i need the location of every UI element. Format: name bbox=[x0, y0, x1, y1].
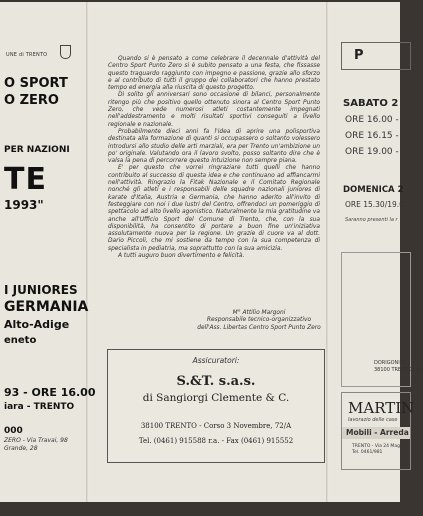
juniores-line: I JUNIORES bbox=[4, 283, 78, 297]
signature-name: M° Attilio Margoni bbox=[232, 310, 286, 316]
sponsor-name: S.&T. s.a.s. bbox=[176, 374, 256, 389]
advert-2-bar-text: Mobili - Arreda bbox=[346, 428, 409, 437]
advert-2-bar bbox=[342, 427, 410, 439]
address-line-2: Grande, 28 bbox=[4, 445, 38, 452]
sponsor-label: Assicuratori: bbox=[192, 356, 240, 365]
program-title: P bbox=[354, 48, 364, 63]
program-header-box bbox=[341, 42, 411, 70]
letter-paragraph: Probabilmente dieci anni fa l'idea di aprire una polisportiva destinata alla formazione di quanti si occupassero o soltanto volessero introdursi allo studio delle arti marziali, era per Trento un'ambizione un po' originale. Valutando ora il lavoro svolto, posso soltanto dire che è valsa la pena di percorrere questo intuizione non sempre piana. bbox=[108, 128, 320, 165]
letter-paragraph: A tutti auguro buon divertimento e felicità. bbox=[118, 253, 245, 260]
veneto-line: eneto bbox=[4, 335, 37, 346]
schedule-note: Saranno presenti la r bbox=[345, 217, 398, 223]
event-big-word: TE bbox=[4, 162, 47, 197]
letter-paragraph: Quando si è pensato a come celebrare il decennale d'attività del Centro Sport Punto Zero si è subito pensato a una festa, che fissasse questo traguardo raggiunto con impegno e passione, grazie allo sforzo e al contributo di tutti il gruppo dei collaboratori che hanno prestato tempo ed energia alla riuscita di questo progetto. bbox=[108, 56, 320, 92]
center-panel bbox=[89, 0, 326, 500]
schedule-time: ORE 15.30/19.0 bbox=[345, 200, 404, 209]
schedule-time: ORE 16.00 - bbox=[345, 115, 399, 125]
advert-1-line-1: DORIGONI S bbox=[374, 360, 405, 366]
sponsor-subtitle: di Sangiorgi Clemente & C. bbox=[142, 392, 290, 404]
sponsor-box bbox=[107, 349, 325, 463]
advert-box-2 bbox=[341, 392, 415, 470]
letter-paragraph: Di solito gli anniversari sono occasione di bilanci, personalmente ritengo più che positivo quello ottenuto sinora al Centro Sport Punto Zero, che vede numerosi atleti costantemente impegnati nell'addestramento e molti risultati sportivi conseguiti a livello regionale e nazionale. bbox=[108, 92, 320, 128]
crest-text: UNE di TRENTO bbox=[6, 52, 48, 58]
event-year: 1993" bbox=[4, 198, 44, 212]
advert-2-brand: MARTIN bbox=[348, 399, 415, 417]
address-line-1: ZERO - Via Travai, 98 bbox=[4, 437, 68, 444]
right-panel bbox=[329, 0, 423, 500]
signature-org: dell'Ass. Libertas Centro Sport Punto Zero bbox=[197, 324, 321, 331]
signature-role: Responsabile tecnico-organizzativo bbox=[206, 317, 312, 324]
day-2-heading: DOMENICA 2 bbox=[343, 185, 404, 195]
crest-icon bbox=[60, 45, 71, 59]
event-code: 000 bbox=[4, 426, 23, 436]
advert-1-line-2: 38100 TRENTO - Lo bbox=[374, 367, 423, 373]
signature-block bbox=[189, 310, 329, 332]
subtitle: PER NAZIONI bbox=[4, 145, 70, 155]
day-1-heading: SABATO 2 bbox=[343, 98, 399, 109]
event-date-time: 93 - ORE 16.00 bbox=[4, 386, 96, 399]
sponsor-phone: Tel. (0461) 915588 r.a. - Fax (0461) 915552 bbox=[138, 437, 294, 445]
left-panel bbox=[0, 0, 96, 500]
schedule-time: ORE 16.15 - bbox=[345, 131, 399, 141]
welcome-letter bbox=[108, 56, 320, 260]
letter-paragraph: E' per questo che vorrei ringraziare tutti quelli che hanno contribuito al successo di questa idea e che continuano ad affiancarmi nell'attività. Ringrazio la Fitak Nazionale e il Comitato Regionale nonché gli atleti e i responsabili delle squadre nazionali juniores di karate d'Italia, Austria e Germania, che hanno aderito all'invito di festeggiare con noi i due lustri del Centro, offrendoci un pomeriggio di spettacolo ad alto livello agonistico. Naturalmente la mia gratitudine va anche all'Ufficio Sport del Comune di Trento, che, con la sua disponibilità, ha consentito di portare a buon fine un'iniziativa assolutamente nuova per la regione. Un grazie di cuore va al dott. Dario Piccoli, che mi sostiene da tempo con la sua competenza di specialista in pediatria, ma soprattutto con la sua amicizia. bbox=[108, 165, 320, 252]
sponsor-address: 38100 TRENTO - Corso 3 Novembre, 72/A bbox=[140, 422, 292, 430]
advert-box-1 bbox=[341, 252, 423, 387]
germania-line: GERMANIA bbox=[4, 299, 89, 315]
title-line-2: O ZERO bbox=[4, 93, 59, 108]
advert-2-slogan: lavorazio delle case bbox=[348, 417, 398, 423]
advert-2-address-2: Tel. 0461/981 bbox=[352, 450, 383, 455]
region-line: Alto-Adige bbox=[4, 318, 70, 331]
schedule-time: ORE 19.00 - bbox=[345, 147, 399, 157]
advert-2-address-1: TRENTO - Via 24 Mag bbox=[352, 444, 400, 449]
event-place: iara - TRENTO bbox=[4, 402, 75, 412]
title-line-1: O SPORT bbox=[4, 76, 68, 91]
